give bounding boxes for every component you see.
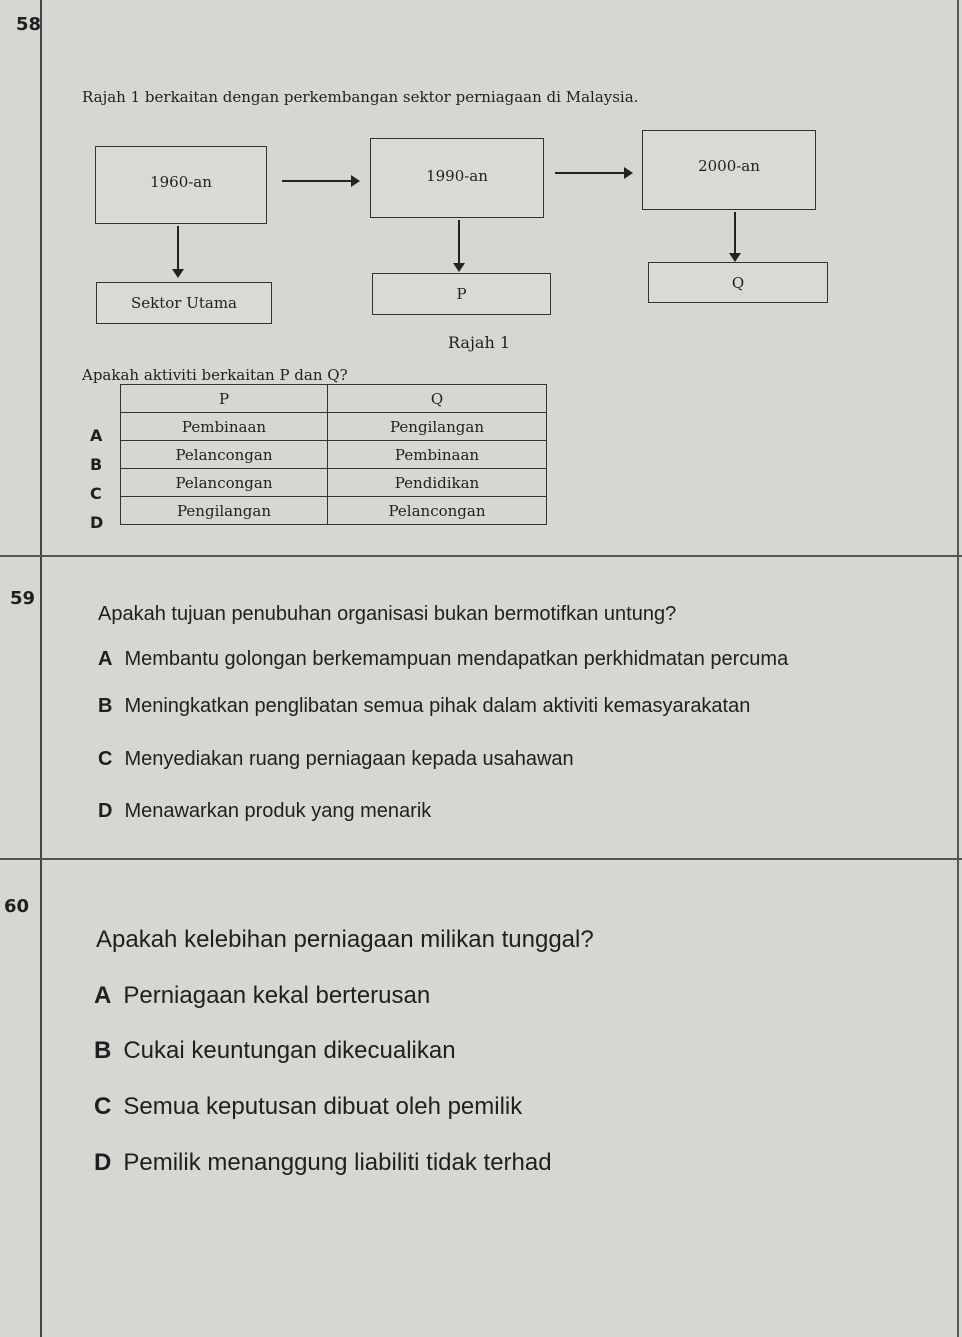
q59-option-a-letter: A	[98, 648, 113, 670]
q60-option-c[interactable]	[94, 1093, 522, 1121]
box-sektor-utama-label: Sektor Utama	[130, 294, 238, 312]
q60-option-b-text: Cukai keuntungan dikecualikan	[123, 1037, 456, 1064]
q59-option-c-text: Menyediakan ruang perniagaan kepada usahawan	[124, 748, 574, 770]
q58-question: Apakah aktiviti berkaitan P dan Q?	[82, 366, 348, 384]
diagram-caption: Rajah 1	[448, 333, 511, 352]
box-q	[648, 262, 828, 303]
box-2000-label: 2000-an	[698, 157, 760, 175]
box-p	[372, 273, 551, 315]
q58-option-letter-b[interactable]: B	[90, 455, 103, 474]
q60-option-c-letter: C	[94, 1093, 112, 1120]
question-number-59: 59	[10, 588, 36, 609]
divider-59-60	[0, 858, 962, 860]
q60-option-d-letter: D	[94, 1149, 112, 1176]
table-cell-b-q: Pembinaan	[328, 441, 547, 469]
table-header-p: P	[121, 385, 328, 413]
q59-option-d-letter: D	[98, 800, 113, 822]
q59-option-a-text: Membantu golongan berkemampuan mendapatkan perkhidmatan percuma	[124, 648, 789, 670]
q60-option-a-letter: A	[94, 982, 112, 1009]
table-cell-a-p: Pembinaan	[121, 413, 328, 441]
q59-option-b-letter: B	[98, 695, 113, 717]
q59-option-d-text: Menawarkan produk yang menarik	[124, 800, 432, 822]
q60-option-a[interactable]	[94, 982, 430, 1010]
question-number-58: 58	[16, 14, 42, 35]
box-2000	[642, 130, 816, 210]
q59-option-c[interactable]	[98, 748, 574, 771]
q60-question: Apakah kelebihan perniagaan milikan tunggal?	[96, 926, 594, 953]
q58-option-letter-c[interactable]: C	[90, 484, 102, 503]
box-p-label: P	[456, 285, 467, 303]
table-cell-d-q: Pelancongan	[328, 497, 547, 525]
box-1960	[95, 146, 267, 224]
q59-option-b-text: Meningkatkan penglibatan semua pihak dalam aktiviti kemasyarakatan	[124, 695, 751, 717]
arrow-2000-down	[734, 212, 736, 254]
q58-option-letter-d[interactable]: D	[90, 513, 104, 532]
q59-option-b[interactable]	[98, 695, 750, 718]
q60-option-a-text: Perniagaan kekal berterusan	[123, 982, 431, 1009]
q59-question: Apakah tujuan penubuhan organisasi bukan bermotifkan untung?	[98, 603, 677, 625]
table-header-q: Q	[328, 385, 547, 413]
arrow-1960-to-1990	[282, 180, 352, 182]
q58-answer-table	[120, 384, 547, 525]
box-1990-label: 1990-an	[426, 167, 488, 185]
right-margin-line	[957, 0, 959, 1337]
q60-option-b[interactable]	[94, 1037, 456, 1065]
box-1990	[370, 138, 544, 218]
table-cell-b-p: Pelancongan	[121, 441, 328, 469]
table-header-row	[121, 385, 547, 413]
arrow-1990-to-2000	[555, 172, 625, 174]
box-q-label: Q	[731, 273, 745, 292]
table-row	[121, 441, 547, 469]
box-1960-label: 1960-an	[150, 173, 212, 191]
arrow-1960-down	[177, 226, 179, 270]
q59-option-c-letter: C	[98, 748, 113, 770]
q60-option-b-letter: B	[94, 1037, 112, 1064]
table-cell-c-p: Pelancongan	[121, 469, 328, 497]
q60-option-d[interactable]	[94, 1149, 552, 1177]
table-cell-a-q: Pengilangan	[328, 413, 547, 441]
q58-stem: Rajah 1 berkaitan dengan perkembangan sektor perniagaan di Malaysia.	[82, 88, 639, 106]
table-cell-c-q: Pendidikan	[328, 469, 547, 497]
q60-option-d-text: Pemilik menanggung liabiliti tidak terhad	[123, 1149, 552, 1176]
table-row	[121, 413, 547, 441]
table-cell-d-p: Pengilangan	[121, 497, 328, 525]
box-sektor-utama	[96, 282, 272, 324]
q59-option-a[interactable]	[98, 648, 788, 671]
q60-option-c-text: Semua keputusan dibuat oleh pemilik	[123, 1093, 523, 1120]
left-margin-line	[40, 0, 42, 1337]
q58-option-letter-a[interactable]: A	[90, 426, 103, 445]
q59-option-d[interactable]	[98, 800, 431, 823]
divider-58-59	[0, 555, 962, 557]
table-row	[121, 469, 547, 497]
arrow-1990-down	[458, 220, 460, 264]
table-row	[121, 497, 547, 525]
question-number-60: 60	[4, 896, 30, 917]
